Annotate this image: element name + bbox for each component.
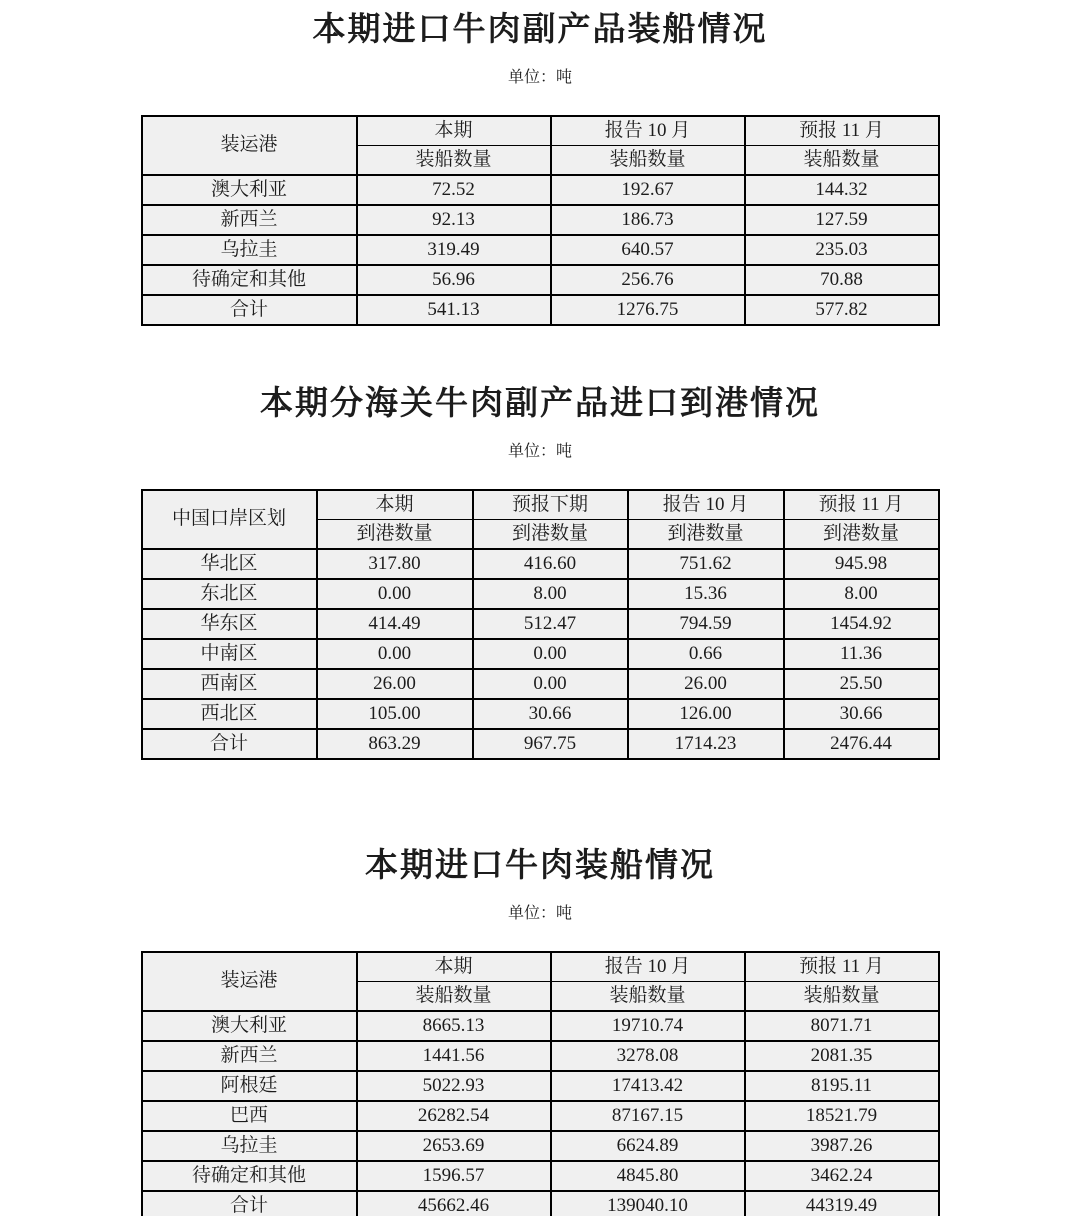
row-label-cell: 合计 — [142, 729, 317, 759]
column-header-cell: 预报下期 — [473, 490, 628, 520]
value-cell: 416.60 — [473, 549, 628, 579]
value-cell: 127.59 — [745, 205, 939, 235]
sub-header-cell: 装船数量 — [357, 981, 551, 1011]
row-label-cell: 西北区 — [142, 699, 317, 729]
sub-header-cell: 装船数量 — [357, 145, 551, 175]
table-row — [142, 235, 939, 265]
value-cell: 8665.13 — [357, 1011, 551, 1041]
row-label-cell: 乌拉圭 — [142, 235, 357, 265]
section-beef-shipment — [0, 848, 1080, 1216]
section-byproduct-arrival — [0, 386, 1080, 760]
header-row-top — [142, 116, 939, 146]
byproduct-shipment-table — [141, 115, 940, 326]
value-cell: 25.50 — [784, 669, 939, 699]
unit-label: 单位：吨 — [507, 442, 572, 460]
corner-header-cell: 装运港 — [142, 116, 357, 175]
table-row-total — [142, 1191, 939, 1216]
value-cell: 0.00 — [317, 579, 473, 609]
value-cell: 512.47 — [473, 609, 628, 639]
table-row — [142, 175, 939, 205]
section-title: 本期进口牛肉副产品装船情况 — [312, 12, 768, 48]
row-label-cell: 华北区 — [142, 549, 317, 579]
value-cell: 1276.75 — [551, 295, 745, 325]
value-cell: 11.36 — [784, 639, 939, 669]
table-row — [142, 1071, 939, 1101]
column-header-cell: 报告 10 月 — [551, 952, 745, 982]
row-label-cell: 新西兰 — [142, 1041, 357, 1071]
sub-header-cell: 装船数量 — [745, 981, 939, 1011]
value-cell: 56.96 — [357, 265, 551, 295]
value-cell: 19710.74 — [551, 1011, 745, 1041]
row-label-cell: 合计 — [142, 1191, 357, 1216]
value-cell: 18521.79 — [745, 1101, 939, 1131]
table-row — [142, 579, 939, 609]
value-cell: 17413.42 — [551, 1071, 745, 1101]
value-cell: 0.00 — [473, 639, 628, 669]
value-cell: 541.13 — [357, 295, 551, 325]
value-cell: 0.00 — [317, 639, 473, 669]
sub-header-cell: 装船数量 — [745, 145, 939, 175]
column-header-cell: 预报 11 月 — [745, 952, 939, 982]
table-row — [142, 1161, 939, 1191]
value-cell: 317.80 — [317, 549, 473, 579]
value-cell: 967.75 — [473, 729, 628, 759]
value-cell: 72.52 — [357, 175, 551, 205]
row-label-cell: 西南区 — [142, 669, 317, 699]
column-header-cell: 预报 11 月 — [745, 116, 939, 146]
table-row — [142, 1041, 939, 1071]
value-cell: 640.57 — [551, 235, 745, 265]
value-cell: 26.00 — [628, 669, 784, 699]
value-cell: 6624.89 — [551, 1131, 745, 1161]
unit-label: 单位：吨 — [507, 904, 572, 922]
beef-shipment-table — [141, 951, 940, 1216]
sub-header-cell: 到港数量 — [628, 519, 784, 549]
value-cell: 8195.11 — [745, 1071, 939, 1101]
value-cell: 70.88 — [745, 265, 939, 295]
value-cell: 3462.24 — [745, 1161, 939, 1191]
row-label-cell: 待确定和其他 — [142, 265, 357, 295]
value-cell: 44319.49 — [745, 1191, 939, 1216]
value-cell: 139040.10 — [551, 1191, 745, 1216]
corner-header-cell: 中国口岸区划 — [142, 490, 317, 549]
value-cell: 863.29 — [317, 729, 473, 759]
value-cell: 2081.35 — [745, 1041, 939, 1071]
section-title: 本期分海关牛肉副产品进口到港情况 — [260, 385, 820, 422]
value-cell: 2476.44 — [784, 729, 939, 759]
sub-header-cell: 到港数量 — [784, 519, 939, 549]
column-header-cell: 报告 10 月 — [628, 490, 784, 520]
value-cell: 105.00 — [317, 699, 473, 729]
table-row — [142, 1011, 939, 1041]
value-cell: 1714.23 — [628, 729, 784, 759]
unit-label: 单位：吨 — [507, 68, 572, 86]
row-label-cell: 华东区 — [142, 609, 317, 639]
row-label-cell: 阿根廷 — [142, 1071, 357, 1101]
value-cell: 26.00 — [317, 669, 473, 699]
table-row — [142, 265, 939, 295]
value-cell: 1596.57 — [357, 1161, 551, 1191]
value-cell: 3987.26 — [745, 1131, 939, 1161]
table-row — [142, 669, 939, 699]
row-label-cell: 新西兰 — [142, 205, 357, 235]
value-cell: 945.98 — [784, 549, 939, 579]
corner-header-cell: 装运港 — [142, 952, 357, 1011]
byproduct-arrival-table — [141, 489, 940, 760]
value-cell: 30.66 — [784, 699, 939, 729]
table-row — [142, 639, 939, 669]
sub-header-cell: 到港数量 — [473, 519, 628, 549]
row-label-cell: 待确定和其他 — [142, 1161, 357, 1191]
table-row — [142, 699, 939, 729]
value-cell: 0.66 — [628, 639, 784, 669]
value-cell: 92.13 — [357, 205, 551, 235]
column-header-cell: 本期 — [317, 490, 473, 520]
table-row-total — [142, 729, 939, 759]
value-cell: 144.32 — [745, 175, 939, 205]
value-cell: 794.59 — [628, 609, 784, 639]
value-cell: 8.00 — [784, 579, 939, 609]
value-cell: 1454.92 — [784, 609, 939, 639]
value-cell: 751.62 — [628, 549, 784, 579]
value-cell: 235.03 — [745, 235, 939, 265]
table-row — [142, 1131, 939, 1161]
value-cell: 414.49 — [317, 609, 473, 639]
sub-header-cell: 装船数量 — [551, 145, 745, 175]
value-cell: 1441.56 — [357, 1041, 551, 1071]
row-label-cell: 澳大利亚 — [142, 175, 357, 205]
value-cell: 15.36 — [628, 579, 784, 609]
table-row-total — [142, 295, 939, 325]
value-cell: 8071.71 — [745, 1011, 939, 1041]
row-label-cell: 合计 — [142, 295, 357, 325]
value-cell: 3278.08 — [551, 1041, 745, 1071]
value-cell: 577.82 — [745, 295, 939, 325]
row-label-cell: 澳大利亚 — [142, 1011, 357, 1041]
column-header-cell: 报告 10 月 — [551, 116, 745, 146]
value-cell: 0.00 — [473, 669, 628, 699]
column-header-cell: 预报 11 月 — [784, 490, 939, 520]
value-cell: 192.67 — [551, 175, 745, 205]
table-row — [142, 1101, 939, 1131]
row-label-cell: 东北区 — [142, 579, 317, 609]
section-byproduct-shipment — [0, 0, 1080, 326]
row-label-cell: 巴西 — [142, 1101, 357, 1131]
section-title: 本期进口牛肉装船情况 — [365, 847, 715, 884]
value-cell: 26282.54 — [357, 1101, 551, 1131]
value-cell: 8.00 — [473, 579, 628, 609]
value-cell: 5022.93 — [357, 1071, 551, 1101]
value-cell: 4845.80 — [551, 1161, 745, 1191]
sub-header-cell: 到港数量 — [317, 519, 473, 549]
value-cell: 2653.69 — [357, 1131, 551, 1161]
value-cell: 87167.15 — [551, 1101, 745, 1131]
value-cell: 126.00 — [628, 699, 784, 729]
row-label-cell: 乌拉圭 — [142, 1131, 357, 1161]
header-row-top — [142, 490, 939, 520]
row-label-cell: 中南区 — [142, 639, 317, 669]
value-cell: 45662.46 — [357, 1191, 551, 1216]
value-cell: 256.76 — [551, 265, 745, 295]
column-header-cell: 本期 — [357, 116, 551, 146]
value-cell: 186.73 — [551, 205, 745, 235]
value-cell: 30.66 — [473, 699, 628, 729]
sub-header-cell: 装船数量 — [551, 981, 745, 1011]
header-row-top — [142, 952, 939, 982]
column-header-cell: 本期 — [357, 952, 551, 982]
value-cell: 319.49 — [357, 235, 551, 265]
table-row — [142, 205, 939, 235]
table-row — [142, 609, 939, 639]
table-row — [142, 549, 939, 579]
